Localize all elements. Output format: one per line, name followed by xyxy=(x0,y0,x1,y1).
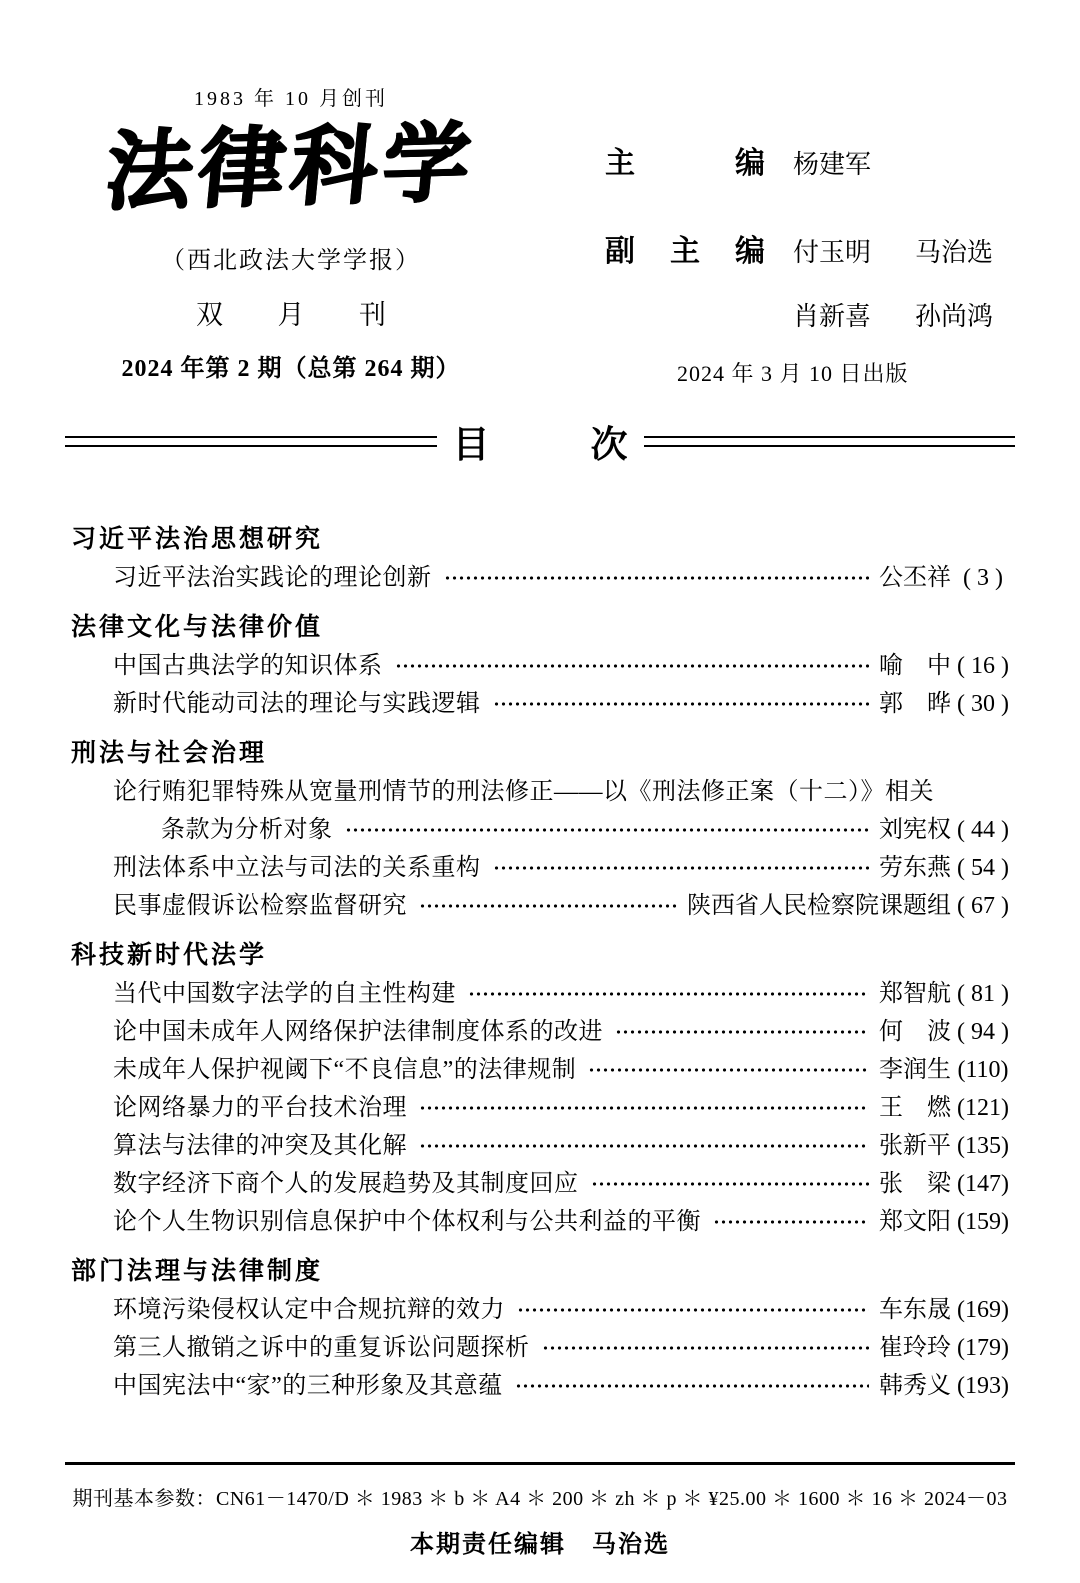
toc-entry xyxy=(113,559,1015,597)
toc-entry xyxy=(113,975,1015,1013)
toc-section-title: 刑法与社会治理 xyxy=(71,738,268,767)
article-title: 未成年人保护视阈下“不良信息”的法律规制 xyxy=(113,1057,577,1083)
toc-entry xyxy=(113,647,1015,685)
article-page-number: (159) xyxy=(957,1209,1009,1235)
journal-subtitle: （西北政法大学学报） xyxy=(161,247,421,274)
dot-leader xyxy=(444,574,870,582)
article-title: 论网络暴力的平台技术治理 xyxy=(113,1095,407,1121)
article-title: 论中国未成年人网络保护法律制度体系的改进 xyxy=(113,1019,603,1045)
toc-entry xyxy=(113,1089,1015,1127)
toc-entry xyxy=(113,849,1015,887)
article-page-number: ( 16 ) xyxy=(957,653,1009,679)
toc-entry xyxy=(113,1165,1015,1203)
article-author: 崔玲玲 xyxy=(879,1335,951,1361)
issue-number: 2024 年第 2 期（总第 264 期） xyxy=(121,355,461,382)
publication-frequency: 双月刊 xyxy=(196,299,386,330)
article-title: 习近平法治实践论的理论创新 xyxy=(113,565,432,591)
toc-section-title: 习近平法治思想研究 xyxy=(71,524,324,553)
dot-leader xyxy=(419,1142,869,1150)
article-page-number: ( 67 ) xyxy=(957,893,1009,919)
journal-logo-calligraphy: 法律科学 xyxy=(101,113,481,223)
toc-entry xyxy=(113,685,1015,723)
toc-list xyxy=(65,524,1015,1405)
deputy-editor-row-2 xyxy=(605,296,1015,333)
double-rule-right xyxy=(644,436,1016,447)
article-page-number: ( 81 ) xyxy=(957,981,1009,1007)
dot-leader xyxy=(493,700,870,708)
article-author: 劳东燕 xyxy=(879,855,951,881)
article-title: 中国宪法中“家”的三种形象及其意蕴 xyxy=(113,1373,503,1399)
article-author: 何 波 xyxy=(879,1019,951,1045)
article-author: 李润生 xyxy=(879,1057,951,1083)
deputy-editor-name: 付玉明 xyxy=(793,238,872,267)
toc-entry xyxy=(113,1329,1015,1367)
article-page-number: (135) xyxy=(957,1133,1009,1159)
article-title: 论个人生物识别信息保护中个体权利与公共利益的平衡 xyxy=(113,1209,701,1235)
founding-date: 1983 年 10 月创刊 xyxy=(194,88,388,110)
article-page-number: (169) xyxy=(957,1297,1009,1323)
masthead xyxy=(65,82,1015,388)
article-page-number: ( 94 ) xyxy=(957,1019,1009,1045)
article-title: 算法与法律的冲突及其化解 xyxy=(113,1133,407,1159)
article-title: 第三人撤销之诉中的重复诉讼问题探析 xyxy=(113,1335,530,1361)
article-author: 车东晟 xyxy=(879,1297,951,1323)
article-title: 民事虚假诉讼检察监督研究 xyxy=(113,893,407,919)
article-author: 喻 中 xyxy=(879,653,951,679)
toc-section-title: 部门法理与法律制度 xyxy=(71,1256,324,1285)
dot-leader xyxy=(515,1382,869,1390)
chief-editor-label: 主编 xyxy=(605,147,765,180)
article-author: 郑智航 xyxy=(879,981,951,1007)
article-page-number: ( 3 ) xyxy=(963,565,1003,591)
frequency-row xyxy=(65,275,517,332)
double-rule-left xyxy=(65,436,437,447)
publish-date: 2024 年 3 月 10 日出版 xyxy=(677,361,909,386)
dot-leader xyxy=(713,1218,869,1226)
footer-rule xyxy=(65,1462,1015,1465)
article-page-number: (179) xyxy=(957,1335,1009,1361)
article-title: 条款为分析对象 xyxy=(161,817,333,843)
dot-leader xyxy=(468,990,869,998)
toc-entry xyxy=(161,811,1015,849)
article-page-number: (110) xyxy=(957,1057,1009,1083)
responsible-editor: 本期责任编辑 马治选 xyxy=(410,1531,670,1558)
toc-entry xyxy=(113,1127,1015,1165)
article-page-number: (147) xyxy=(957,1171,1009,1197)
deputy-editor-name: 肖新喜 xyxy=(793,302,872,331)
masthead-right-column xyxy=(517,82,1015,388)
chief-editor-row xyxy=(605,138,1015,182)
toc-entry xyxy=(113,1291,1015,1329)
article-title: 新时代能动司法的理论与实践逻辑 xyxy=(113,691,481,717)
toc-section-title: 科技新时代法学 xyxy=(71,940,268,969)
dot-leader xyxy=(395,662,870,670)
article-author: 张 梁 xyxy=(879,1171,951,1197)
deputy-editor-label: 副主编 xyxy=(605,235,765,268)
article-author: 韩秀义 xyxy=(879,1373,951,1399)
article-title: 中国古典法学的知识体系 xyxy=(113,653,383,679)
article-title: 刑法体系中立法与司法的关系重构 xyxy=(113,855,481,881)
journal-basic-parameters: 期刊基本参数：CN61－1470/D ＊ 1983 ＊ b ＊ A4 ＊ 200 ＊ zh ＊ p ＊ ¥25.00 ＊ 1600 ＊ 16 ＊ 2024－03 xyxy=(72,1488,1008,1510)
article-page-number: ( 54 ) xyxy=(957,855,1009,881)
deputy-editor-row xyxy=(605,226,1015,270)
masthead-left-column xyxy=(65,82,517,388)
article-title: 数字经济下商个人的发展趋势及其制度回应 xyxy=(113,1171,579,1197)
dot-leader xyxy=(345,826,870,834)
article-page-number: (193) xyxy=(957,1373,1009,1399)
page-footer xyxy=(65,1462,1015,1559)
toc-entry xyxy=(113,1203,1015,1241)
article-author: 王 燃 xyxy=(879,1095,951,1121)
toc-entry xyxy=(113,887,1015,925)
article-title: 当代中国数字法学的自主性构建 xyxy=(113,981,456,1007)
dot-leader xyxy=(542,1344,870,1352)
dot-leader xyxy=(591,1180,870,1188)
article-author: 公丕祥 xyxy=(879,565,951,591)
deputy-editor-name: 马治选 xyxy=(915,238,994,267)
toc-entry xyxy=(113,1367,1015,1405)
article-page-number: ( 44 ) xyxy=(957,817,1009,843)
article-author: 郭 晔 xyxy=(879,691,951,717)
toc-entry xyxy=(113,1013,1015,1051)
dot-leader xyxy=(493,864,870,872)
article-author: 郑文阳 xyxy=(879,1209,951,1235)
article-title-line1: 论行贿犯罪特殊从宽量刑情节的刑法修正——以《刑法修正案（十二）》相关 xyxy=(113,779,934,805)
article-page-number: ( 30 ) xyxy=(957,691,1009,717)
toc-heading-band xyxy=(65,414,1015,468)
toc-heading: 目次 xyxy=(452,424,628,465)
dot-leader xyxy=(517,1306,869,1314)
article-author: 陕西省人民检察院课题组 xyxy=(687,893,951,919)
article-author: 张新平 xyxy=(879,1133,951,1159)
dot-leader xyxy=(588,1066,869,1074)
article-page-number: (121) xyxy=(957,1095,1009,1121)
chief-editor-name: 杨建军 xyxy=(793,150,872,179)
deputy-editor-name: 孙尚鸿 xyxy=(915,302,994,331)
dot-leader xyxy=(419,902,677,910)
article-author: 刘宪权 xyxy=(879,817,951,843)
toc-entry xyxy=(113,1051,1015,1089)
dot-leader xyxy=(615,1028,869,1036)
toc-section-title: 法律文化与法律价值 xyxy=(71,612,324,641)
article-title: 环境污染侵权认定中合规抗辩的效力 xyxy=(113,1297,505,1323)
dot-leader xyxy=(419,1104,869,1112)
